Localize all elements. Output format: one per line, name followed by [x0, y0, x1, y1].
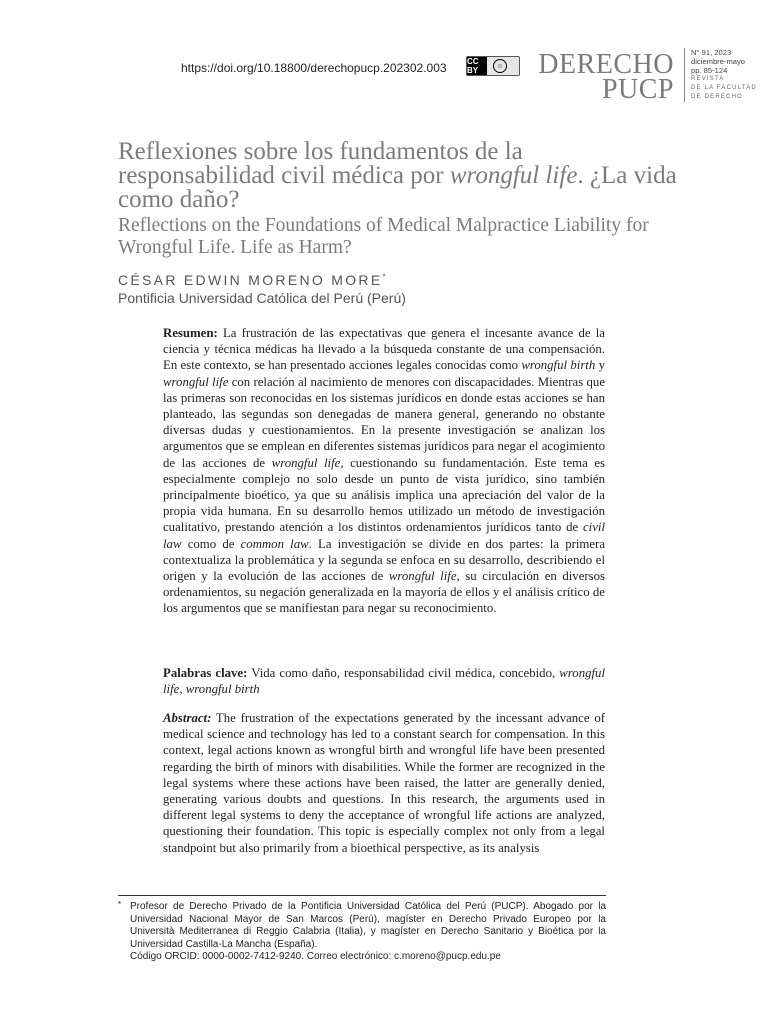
journal-caption-1: REVISTA [691, 76, 725, 82]
cc-logo-icon: CC BY [467, 57, 487, 75]
abstract-label: Abstract: [163, 711, 212, 725]
journal-name-line1: DERECHO [538, 49, 674, 80]
journal-caption-2: DE LA FACULTAD [691, 85, 757, 91]
abstract-paragraph: Abstract: The frustration of the expectations generated by the incessant advance of medical science and technology has led to a constant search for compensation. In this context, legal actions known as wrongful birth and wrongful life have been presented regarding the birth of minors with disabilities. While the former are recognized in the legal systems where these actions have been raised, the latter are generally denied, generating various doubts and questions. In this research, the arguments used in different legal systems to deny the acceptance of wrongful life actions are analyzed, questioning their foundation. This topic is especially complex not only from a legal standpoint but also primarily from a bioethical perspective, as its analysis [163, 711, 605, 855]
keywords-label: Palabras clave: [163, 666, 248, 680]
footnote-divider [118, 895, 606, 896]
issue-pages: pp. 85-124 [691, 66, 728, 75]
title-english: Reflections on the Foundations of Medical Malpractice Liability for Wrongful Life. Life as Harm? [118, 215, 649, 258]
issue-period: diciembre-mayo [691, 57, 746, 66]
doi-link[interactable]: https://doi.org/10.18800/derechopucp.202302.003 [181, 61, 447, 75]
resumen-paragraph: Resumen: La frustración de las expectativas que genera el incesante avance de la ciencia y técnica médicas ha llevado a la búsqueda constante de una compensación. En este contexto, se han presentado acciones legales conocidas como wrongful birth y wrongful life con relación al nacimiento de menores con discapacidades. Mientras que las primeras son reconocidas en los sistemas jurídicos en donde estas acciones se han planteado, las segundas son denegadas de manera general, generando no obstante diversas dudas y cuestionamientos. En la presente investigación se analizan los argumentos que se emplean en diferentes sistemas jurídicos para negar el acogimiento de las acciones de wrongful life, cuestionando su fundamentación. Este tema es especialmente complejo no solo desde un punto de vista jurídico, sino también principalmente bioético, ya que su análisis implica una apreciación del valor de la propia vida humana. En su desarrollo hemos utilizado un método de investigación cualitativo, prestando atención a los distintos ordenamientos jurídicos tanto de civil law como de common law. La investigación se divide en dos partes: la primera contextualiza la problemática y la segunda se enfoca en su desarrollo, describiendo el origen y la evolución de las acciones de wrongful life, su circulación en diversos ordenamientos, su negación generalizada en la mayoría de ellos y el análisis crítico de los argumentos que se manifiestan para negar su reconocimiento. [163, 326, 605, 616]
keywords-paragraph: Palabras clave: Vida como daño, responsabilidad civil médica, concebido, wrongful life, wrongful birth [163, 666, 605, 697]
footnote-text: Profesor de Derecho Privado de la Pontificia Universidad Católica del Perú (PUCP). Abogado por la Universidad Nacional Mayor de San Marcos (Perú), magíster en Derecho Privado Europeo por la Università Mediterranea di Reggio Calabria (Italia), y magíster en Derecho Sanitario y Bioética por la Universidad Castilla-La Mancha (España). [130, 901, 606, 950]
author-affiliation: Pontificia Universidad Católica del Perú (Perú) [118, 290, 406, 306]
cc-license-badge[interactable] [466, 56, 520, 76]
issue-info [691, 48, 757, 102]
journal-caption-3: DE DERECHO [691, 94, 744, 100]
journal-logo [536, 49, 674, 105]
resumen-label: Resumen: [163, 326, 218, 340]
issue-number: N° 91, 2023 [691, 48, 732, 57]
footnote-mark: * [118, 900, 122, 909]
author-footnote-mark[interactable]: * [382, 272, 388, 282]
title-spanish: Reflexiones sobre los fundamentos de la responsabilidad civil médica por wrongful life. ¿La vida como daño? [118, 138, 677, 213]
journal-name-line2: PUCP [601, 74, 674, 105]
author-name: CÉSAR EDWIN MORENO MORE* [118, 272, 388, 288]
header-divider [684, 48, 685, 102]
attribution-icon: ☺ [493, 59, 507, 73]
footnote-contact: Código ORCID: 0000-0002-7412-9240. Correo electrónico: c.moreno@pucp.edu.pe [130, 951, 501, 963]
footnote [118, 901, 606, 964]
